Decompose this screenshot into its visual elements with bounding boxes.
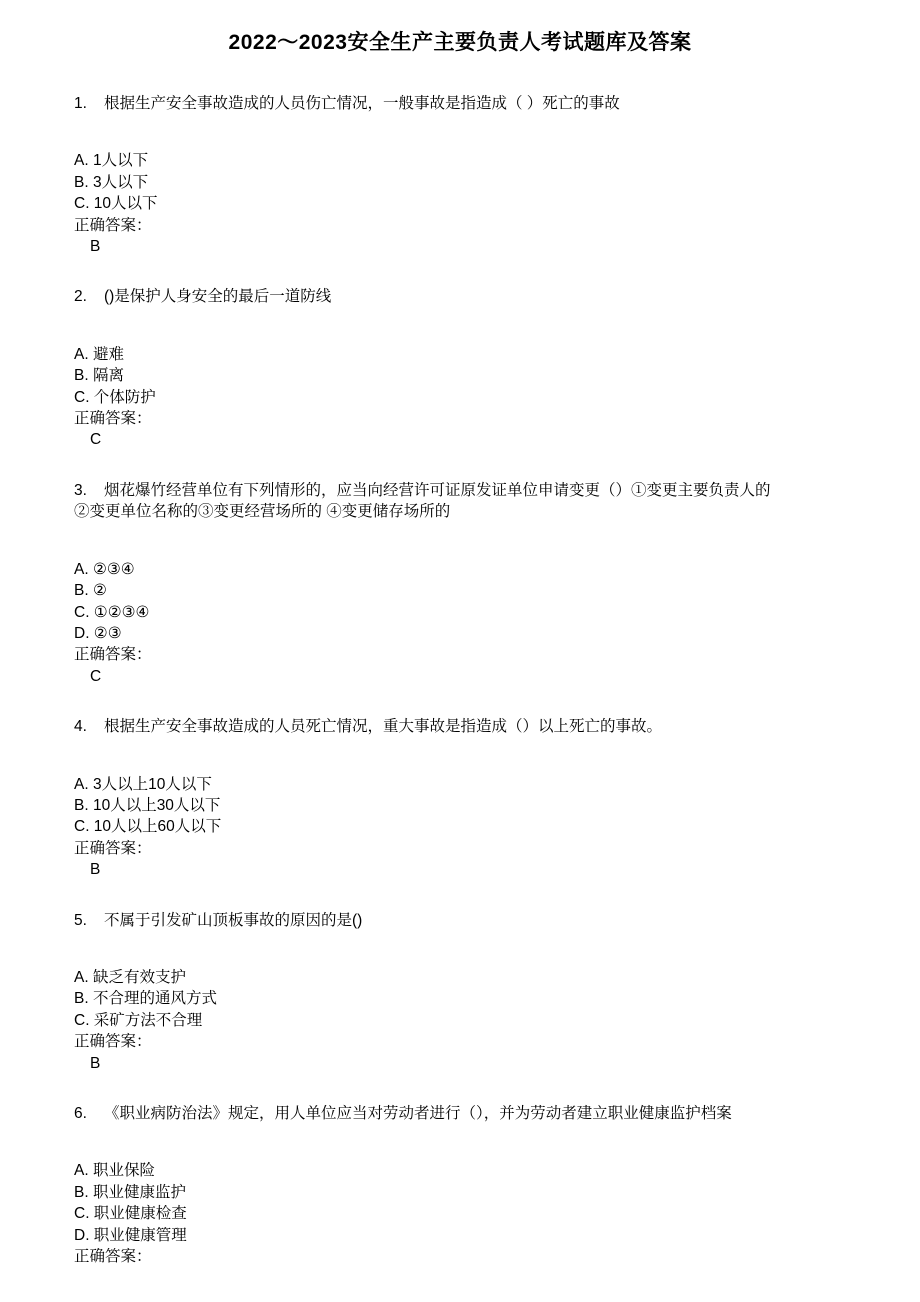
question-line: ②变更单位名称的③变更经营场所的 ④变更储存场所的: [74, 503, 451, 521]
option: C. 10人以下: [74, 195, 158, 213]
question-line: 不属于引发矿山顶板事故的原因的是(): [103, 911, 363, 929]
question-text: [74, 93, 846, 114]
question-number: 5.: [74, 911, 87, 929]
question-line: 烟花爆竹经营单位有下列情形的，应当向经营许可证原发证单位申请变更（）①变更主要负责人的: [103, 481, 771, 499]
correct-answer-value: C: [90, 667, 102, 685]
options-list: [74, 150, 846, 214]
question-text: [74, 480, 846, 523]
question-number: 2.: [74, 288, 87, 306]
question-block-2: [74, 286, 846, 450]
option: B. ②: [74, 582, 107, 600]
option: A. 3人以上10人以下: [74, 775, 212, 793]
option: C. ①②③④: [74, 603, 150, 621]
question-block-3: [74, 480, 846, 687]
correct-answer-label: 正确答案：: [74, 1033, 152, 1051]
question-text: [74, 910, 846, 931]
correct-answer-label: 正确答案：: [74, 646, 152, 664]
correct-answer-label: 正确答案：: [74, 216, 152, 234]
option: D. ②③: [74, 624, 122, 642]
options-list: [74, 1160, 846, 1246]
options-list: [74, 344, 846, 408]
option: B. 不合理的通风方式: [74, 990, 217, 1008]
option: C. 10人以上60人以下: [74, 818, 222, 836]
question-block-4: [74, 716, 846, 880]
option: A. 缺乏有效支护: [74, 968, 186, 986]
question-number: 3.: [74, 481, 87, 499]
correct-answer-value: B: [90, 238, 101, 256]
question-line: ()是保护人身安全的最后一道防线: [103, 288, 332, 306]
question-block-6: [74, 1103, 846, 1289]
options-list: [74, 967, 846, 1031]
correct-answer-value: B: [90, 1054, 101, 1072]
options-list: [74, 559, 846, 645]
correct-answer-label: 正确答案：: [74, 1248, 152, 1266]
question-text: [74, 716, 846, 737]
option: C. 个体防护: [74, 388, 156, 406]
option: D. 职业健康管理: [74, 1226, 187, 1244]
question-line: 《职业病防治法》规定，用人单位应当对劳动者进行（），并为劳动者建立职业健康监护档案: [103, 1105, 732, 1122]
question-number: 1.: [74, 95, 87, 112]
option: B. 隔离: [74, 367, 124, 385]
question-block-5: [74, 910, 846, 1074]
option: A. 职业保险: [74, 1162, 155, 1180]
question-line: 根据生产安全事故造成的人员伤亡情况，一般事故是指造成（ ）死亡的事故: [103, 95, 620, 112]
document-title: 2022～2023安全生产主要负责人考试题库及答案: [228, 31, 692, 54]
option: C. 职业健康检查: [74, 1205, 187, 1223]
question-text: [74, 286, 846, 307]
option: B. 3人以下: [74, 173, 149, 191]
question-number: 4.: [74, 718, 87, 736]
option: A. 避难: [74, 345, 124, 363]
question-number: 6.: [74, 1105, 87, 1122]
option: A. ②③④: [74, 560, 135, 578]
correct-answer-label: 正确答案：: [74, 410, 152, 428]
correct-answer-value: B: [90, 861, 101, 879]
option: B. 10人以上30人以下: [74, 796, 221, 814]
correct-answer-label: 正确答案：: [74, 839, 152, 857]
options-list: [74, 774, 846, 838]
question-block-1: [74, 93, 846, 257]
option: B. 职业健康监护: [74, 1183, 186, 1201]
correct-answer-value: C: [90, 431, 102, 449]
correct-answer-value: [74, 1267, 846, 1288]
option: C. 采矿方法不合理: [74, 1011, 203, 1029]
question-text: [74, 1103, 846, 1124]
option: A. 1人以下: [74, 152, 149, 170]
question-line: 根据生产安全事故造成的人员死亡情况，重大事故是指造成（）以上死亡的事故。: [103, 718, 662, 736]
